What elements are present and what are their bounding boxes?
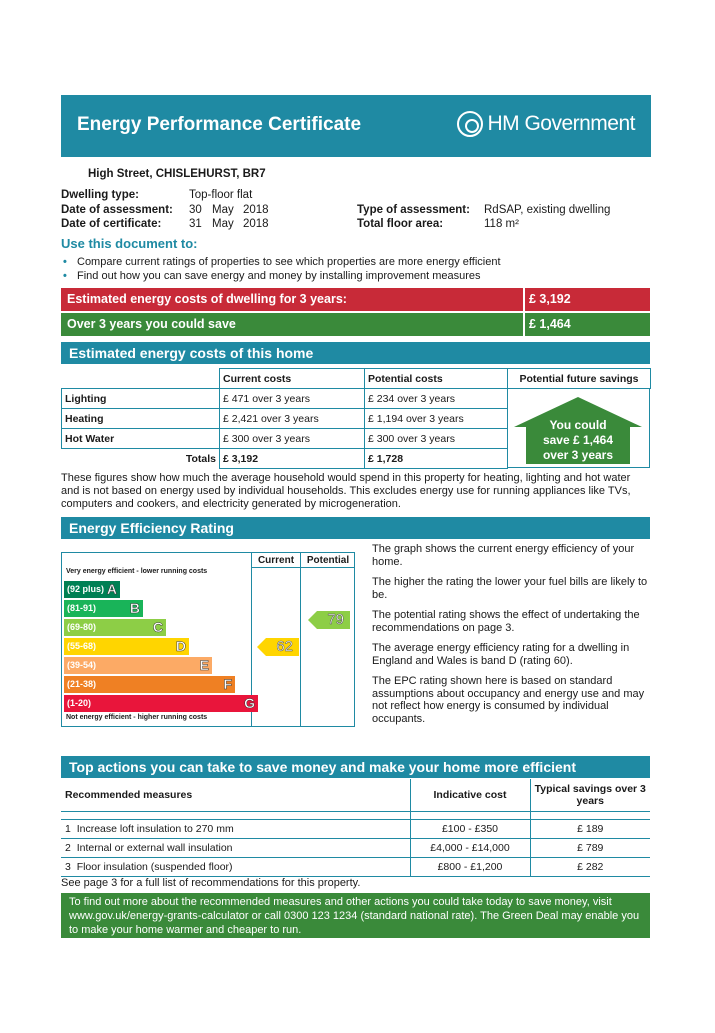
band-letter: B [129, 600, 140, 616]
inefficient-label: Not energy efficient - higher running costs [66, 714, 208, 721]
table-row [61, 819, 650, 838]
potential-cost: £ 1,194 over 3 years [365, 409, 508, 429]
current-cost: £ 471 over 3 years [220, 389, 365, 409]
band-range: (81-91) [67, 603, 97, 613]
actions-section-title: Top actions you can take to save money and make your home more efficient [61, 756, 650, 778]
band-range: (69-80) [67, 622, 97, 632]
header-cost: Indicative cost [410, 779, 530, 811]
certificate-year: 2018 [243, 218, 269, 230]
assessment-date-label: Date of assessment: [61, 204, 173, 216]
measure-text: Increase loft insulation to 270 mm [76, 822, 234, 835]
costs-explanation: These figures show how much the average household would spend in this property for heating, lighting and hot water and is not based on energy used by individual households. This excludes energy use for running appliances like TVs, computers and cookers, and electricity generated by microgeneration. [61, 472, 631, 510]
saving-cell: £ 189 [530, 819, 650, 838]
band-range: (55-68) [67, 641, 97, 651]
band-letter: F [223, 676, 232, 692]
band-e [64, 657, 212, 674]
band-letter: A [106, 581, 117, 597]
savings-bar [61, 313, 650, 336]
table-row [61, 857, 650, 876]
estimated-costs-value: £ 3,192 [523, 288, 571, 311]
current-rating-arrow [257, 638, 299, 656]
list-item: • Find out how you can save energy and money by installing improvement measures [61, 269, 501, 283]
band-c [64, 619, 166, 636]
assessment-day: 30 [189, 204, 202, 216]
eer-paragraph: The average energy efficiency rating for a dwelling in England and Wales is band D (rating 60). [372, 642, 630, 667]
potential-rating-arrow [308, 611, 350, 629]
total-current: £ 3,192 [220, 449, 365, 469]
royal-crest-icon [457, 111, 483, 137]
cost-cell: £4,000 - £14,000 [410, 838, 530, 857]
measure-cell [61, 838, 410, 857]
dwelling-type-value: Top-floor flat [189, 189, 253, 201]
measure-text: Floor insulation (suspended floor) [76, 860, 233, 873]
eer-paragraph: The EPC rating shown here is based on standard assumptions about occupancy and energy use and may not reflect how energy is consumed by individual occupants. [372, 675, 645, 725]
eer-section-title: Energy Efficiency Rating [61, 517, 650, 539]
list-item: • Compare current ratings of properties to see which properties are more energy efficient [61, 255, 501, 269]
actions-table [61, 779, 650, 877]
eer-description [372, 543, 652, 733]
band-letter: G [244, 695, 255, 711]
certificate-header [61, 95, 651, 157]
header-savings: Typical savings over 3 years [530, 779, 650, 811]
header-potential-costs: Potential costs [365, 369, 508, 389]
col-potential-label: Potential [306, 555, 350, 566]
band-letter: C [152, 619, 163, 635]
savings-arrow-text [523, 418, 633, 463]
band-f [64, 676, 235, 693]
government-name: HM Government [487, 112, 635, 135]
assessment-type-value: RdSAP, existing dwelling [484, 204, 611, 216]
totals-label: Totals [185, 452, 216, 465]
certificate-day: 31 [189, 218, 202, 230]
band-range: (92 plus) [67, 584, 105, 594]
savings-value: £ 1,464 [523, 313, 571, 336]
band-letter: D [175, 638, 186, 654]
savings-line-2: save £ 1,464 [542, 433, 614, 447]
measure-text: Internal or external wall insulation [76, 841, 233, 854]
band-range: (1-20) [67, 698, 92, 708]
measure-cell [61, 857, 410, 876]
floor-area-label: Total floor area: [357, 218, 444, 230]
band-range: (39-54) [67, 660, 97, 670]
band-g [64, 695, 258, 712]
eer-paragraph: The graph shows the current energy efficiency of your home. [372, 543, 635, 568]
assessment-month: May [212, 204, 234, 216]
eer-paragraph: The potential rating shows the effect of undertaking the recommendations on page 3. [372, 609, 640, 634]
cost-cell: £800 - £1,200 [410, 857, 530, 876]
band-letter: E [199, 657, 209, 673]
measure-cell [61, 819, 410, 838]
table-row [61, 838, 650, 857]
footer-info-box: To find out more about the recommended measures and other actions you could take today to save money, visit www.gov.uk/energy-grants-calculator or call 0300 123 1234 (standard national rate). The Green Deal may enable you to make your home warmer and cheaper to run. [61, 893, 650, 938]
potential-cost: £ 234 over 3 years [365, 389, 508, 409]
property-address: High Street, CHISLEHURST, BR7 [88, 168, 266, 180]
col-current-label: Current [257, 555, 295, 566]
header-measures: Recommended measures [61, 779, 410, 811]
measure-number: 1 [65, 822, 71, 835]
estimated-costs-label: Estimated energy costs of dwelling for 3 years: [67, 292, 347, 306]
potential-rating-value: 79 [327, 611, 344, 628]
band-a [64, 581, 120, 598]
page-title: Energy Performance Certificate [77, 114, 362, 135]
current-rating-value: 62 [276, 638, 293, 655]
total-potential: £ 1,728 [365, 449, 508, 469]
measure-number: 2 [65, 841, 71, 854]
row-label: Lighting [62, 389, 220, 409]
saving-cell: £ 789 [530, 838, 650, 857]
assessment-type-label: Type of assessment: [357, 204, 470, 216]
estimated-costs-bar [61, 288, 650, 311]
measure-number: 3 [65, 860, 71, 873]
use-document-title: Use this document to: [61, 236, 198, 251]
efficient-label: Very energy efficient - lower running costs [66, 568, 208, 575]
band-d [64, 638, 189, 655]
see-page-note: See page 3 for a full list of recommendations for this property. [61, 877, 361, 889]
certificate-date-label: Date of certificate: [61, 218, 162, 230]
eer-paragraph: The higher the rating the lower your fuel bills are likely to be. [372, 576, 648, 601]
dwelling-type-label: Dwelling type: [61, 189, 139, 201]
row-label: Hot Water [62, 429, 220, 449]
row-label: Heating [62, 409, 220, 429]
current-cost: £ 300 over 3 years [220, 429, 365, 449]
current-cost: £ 2,421 over 3 years [220, 409, 365, 429]
certificate-month: May [212, 218, 234, 230]
potential-cost: £ 300 over 3 years [365, 429, 508, 449]
costs-section-title: Estimated energy costs of this home [61, 342, 650, 364]
hm-government-logo [457, 111, 635, 137]
savings-line-1: You could [549, 418, 607, 432]
band-range: (21-38) [67, 679, 97, 689]
header-current-costs: Current costs [220, 369, 365, 389]
savings-line-3: over 3 years [542, 448, 614, 462]
header-future-savings: Potential future savings [508, 369, 651, 389]
savings-label: Over 3 years you could save [67, 317, 236, 331]
cost-cell: £100 - £350 [410, 819, 530, 838]
assessment-year: 2018 [243, 204, 269, 216]
floor-area-value: 118 m² [484, 218, 519, 230]
band-b [64, 600, 143, 617]
saving-cell: £ 282 [530, 857, 650, 876]
use-document-list [61, 255, 501, 283]
